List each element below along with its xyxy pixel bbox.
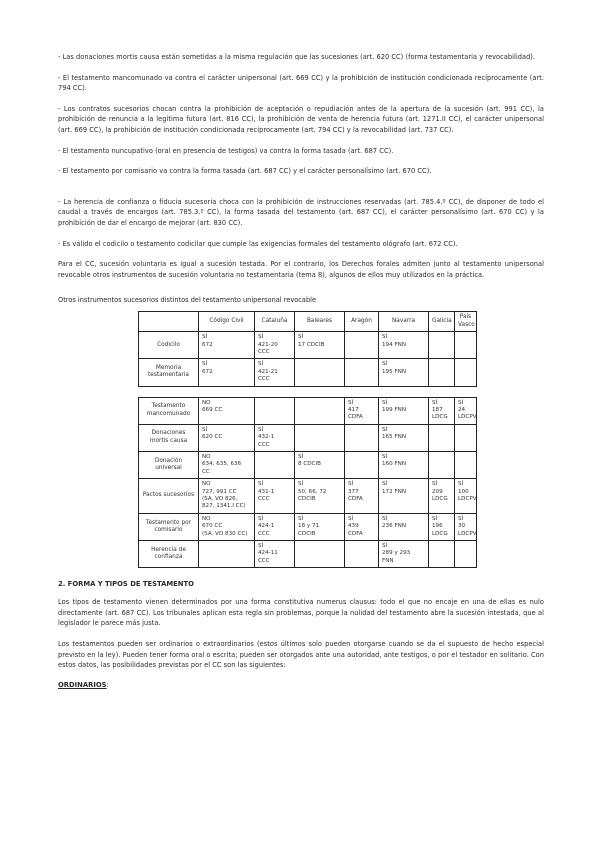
table-cell xyxy=(455,452,477,479)
table-cell xyxy=(455,332,477,359)
table-cell: NO 669 CC xyxy=(199,397,255,424)
table-caption: Otros instrumentos sucesorios distintos del testamento unipersonal revocable xyxy=(58,296,317,305)
table-row xyxy=(139,513,477,540)
table-cell: SÍ 24 LDCPV xyxy=(455,397,477,424)
paragraph-codicilo: - Es válido el codicilo o testamento codicilar que cumple las exigencias formales del testamento ológrafo (art. 672 CC). xyxy=(58,239,458,248)
paragraph-sucesion-voluntaria: Para el CC, sucesión voluntaria es igual a sucesión testada. Por el contrario, los Derechos forales admiten junto al testamento unipersonal revocable otros instrumentos de sucesión voluntaria no testamentaria (tema 8), algunos de ellos muy utilizados en la práctica. xyxy=(58,260,544,279)
table1-header-cell: País Vasco xyxy=(455,312,477,332)
table-cell: SÍ 172 FNN xyxy=(379,479,429,514)
table1-body xyxy=(139,332,477,386)
paragraph-donaciones: - Las donaciones mortis causa están sometidas a la misma regulación que las sucesiones (art. 620 CC) (forma testamentaria y revocabilidad). xyxy=(58,53,536,61)
ordinarios-label: ORDINARIOS xyxy=(58,680,107,689)
table-cell: SÍ 672 xyxy=(199,359,255,386)
table-cell: SÍ 100 LDCPV xyxy=(455,479,477,514)
table-cell: SÍ 672 xyxy=(199,332,255,359)
table-cell: SÍ 424-1 CCC xyxy=(255,513,295,540)
table2-body xyxy=(139,397,477,568)
table-row xyxy=(139,452,477,479)
table-cell: SÍ 160 FNN xyxy=(379,452,429,479)
table-cell: SÍ 417 CDFA xyxy=(345,397,379,424)
table1-header-cell xyxy=(139,312,199,332)
table-cell: SÍ 377 CDFA xyxy=(345,479,379,514)
row-label-cell: Donaciones mortis causa xyxy=(139,424,199,451)
table-cell: SÍ 199 FNN xyxy=(379,397,429,424)
paragraph-tipos: Los tipos de testamento vienen determinados por una forma constitutiva numerus clausus: todo el que no encaje en una de ellas es nulo directamente (art. 687 CC). Los tribunales aplican esta regla sin problemas, porque la nulidad del testamento abre la sucesión intestada, que al legislador le parece más justa. xyxy=(58,598,544,628)
table-row xyxy=(139,424,477,451)
table1-header-cell: Aragón xyxy=(345,312,379,332)
paragraph-herencia-confianza: - La herencia de confianza o fiducia sucesoria choca con la prohibición de instrucciones reservadas (art. 785.4.º CC), de disponer de todo el caudal a través de encargos (art. 785.3.º CC), la forma tasada del testamento (art. 687 CC), el carácter personalísimo (art. 670 CC) y la prohibición de dar el encargo de mejorar (art. 830 CC). xyxy=(58,197,544,227)
table-cell xyxy=(345,424,379,451)
table-cell: SÍ 18 y 71 CDCIB xyxy=(295,513,345,540)
table-cell: SÍ 187 LDCG xyxy=(429,397,455,424)
row-label-cell: Pactos sucesorios xyxy=(139,479,199,514)
table-cell xyxy=(255,397,295,424)
table-row xyxy=(139,541,477,568)
table-cell xyxy=(345,541,379,568)
table-cell xyxy=(295,359,345,386)
table-cell xyxy=(295,424,345,451)
row-label-cell: Testamento mancomunado xyxy=(139,397,199,424)
table-cell xyxy=(429,359,455,386)
table-cell xyxy=(429,424,455,451)
row-label-cell: Donación universal xyxy=(139,452,199,479)
table-cell: SÍ 289 y 293 FNN xyxy=(379,541,429,568)
paragraph-mancomunado: - El testamento mancomunado va contra el carácter unipersonal (art. 669 CC) y la prohibición de institución condicionada recíprocamente (art. 794 CC). xyxy=(58,73,544,93)
table-row xyxy=(139,359,477,386)
table-cell: SÍ 8 CDCIB xyxy=(295,452,345,479)
table1-header-cell: Código Civil xyxy=(199,312,255,332)
table1-header-cell: Cataluña xyxy=(255,312,295,332)
table-cell: SÍ 432-1 CCC xyxy=(255,424,295,451)
ordinarios-line xyxy=(58,681,544,689)
table-cell xyxy=(199,541,255,568)
row-label-cell: Memoria testamentaria xyxy=(139,359,199,386)
table-cell: SÍ 194 FNN xyxy=(379,332,429,359)
table-cell: NO 727, 991 CC (SA. VO 826, 827, 1341.I CC) xyxy=(199,479,255,514)
table-cell: SÍ 17 CDCIB xyxy=(295,332,345,359)
table-cell: SÍ 236 FNN xyxy=(379,513,429,540)
table-cell: SÍ 620 CC xyxy=(199,424,255,451)
table-cell xyxy=(295,397,345,424)
table-cell xyxy=(345,452,379,479)
section-heading: 2. FORMA Y TIPOS DE TESTAMENTO xyxy=(58,580,194,589)
table-cell xyxy=(255,452,295,479)
table1-header-row xyxy=(139,312,477,332)
table-instrumentos-1 xyxy=(138,311,477,386)
row-label-cell: Herencia de confianza xyxy=(139,541,199,568)
row-label-cell: Testamento por comisario xyxy=(139,513,199,540)
table-cell xyxy=(295,541,345,568)
table-cell: NO 670 CC (SA. VO 830 CC) xyxy=(199,513,255,540)
table-cell: SÍ 196 LDCG xyxy=(429,513,455,540)
table-cell: SÍ 195 FNN xyxy=(379,359,429,386)
table-cell: SÍ 431-1 CCC xyxy=(255,479,295,514)
table1-header-cell: Galicia xyxy=(429,312,455,332)
table-cell xyxy=(429,452,455,479)
table-cell xyxy=(429,541,455,568)
paragraph-nuncupativo: - El testamento nuncupativo (oral en presencia de testigos) va contra la forma tasada (art. 687 CC). xyxy=(58,146,394,155)
row-label-cell: Codicilo xyxy=(139,332,199,359)
table1-header-cell: Navarra xyxy=(379,312,429,332)
table-cell: SÍ 421-20 CCC xyxy=(255,332,295,359)
table-cell: SÍ 424-11 CCC xyxy=(255,541,295,568)
table-cell: SÍ 209 LDCG xyxy=(429,479,455,514)
document-page xyxy=(58,52,544,689)
table-cell: SÍ 30 LDCPV xyxy=(455,513,477,540)
table-row xyxy=(139,332,477,359)
table-instrumentos-2 xyxy=(138,397,477,569)
table1-header-cell: Baleares xyxy=(295,312,345,332)
table-cell xyxy=(345,359,379,386)
table-cell xyxy=(455,424,477,451)
table-row xyxy=(139,397,477,424)
table-cell: SÍ 421-21 CCC xyxy=(255,359,295,386)
table-cell: SÍ 50, 66, 72 CDCIB xyxy=(295,479,345,514)
table-cell xyxy=(345,332,379,359)
table-cell: SÍ 439 CDFA xyxy=(345,513,379,540)
table-cell xyxy=(455,541,477,568)
paragraph-contratos: - Los contratos sucesorios chocan contra la prohibición de aceptación o repudiación antes de la apertura de la sucesión (art. 991 CC), la prohibición de renuncia a la legítima futura (art. 816 CC), la prohibición de venta de herencia futura (art. 1271.II CC), el carácter unipersonal (art. 669 CC), la prohibición de institución condicionada recíprocamente (art. 794 CC) y la revocabilidad (art. 737 CC). xyxy=(58,104,544,134)
paragraph-ordinarios-extraordinarios: Los testamentos pueden ser ordinarios o extraordinarios (estos últimos solo pueden otorgarse cuando se da el supuesto de hecho especial previsto en la ley). Pueden tener forma oral o escrita; pueden ser otorgados ante una autoridad, ante testigos, o por el testador en solitario. Con estos datos, las posibilidades previstas por el CC son las siguientes: xyxy=(58,640,544,670)
table-cell xyxy=(429,332,455,359)
table-cell: NO 634, 635, 636 CC xyxy=(199,452,255,479)
table-row xyxy=(139,479,477,514)
table-cell: SÍ 165 FNN xyxy=(379,424,429,451)
paragraph-comisario: - El testamento por comisario va contra la forma tasada (art. 687 CC) y el carácter personalísimo (art. 670 CC). xyxy=(58,167,432,176)
table-cell xyxy=(455,359,477,386)
ordinarios-suffix: : xyxy=(106,680,109,689)
